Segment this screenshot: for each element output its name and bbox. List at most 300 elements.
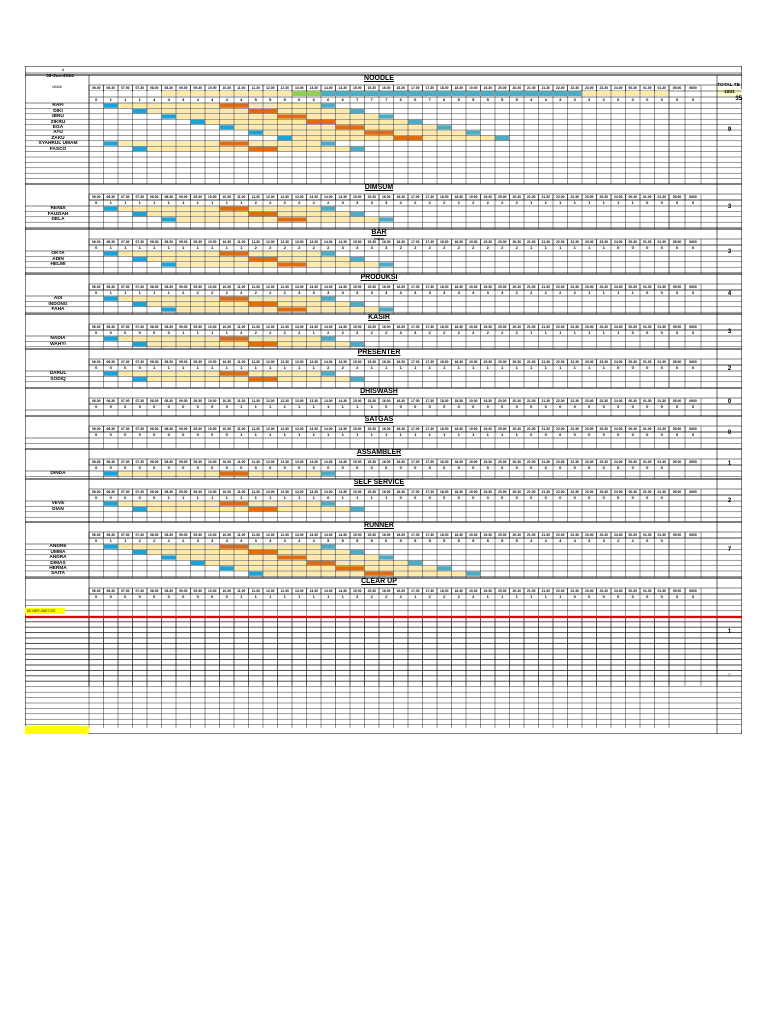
time-header-8: 10.00 [208,239,217,244]
shift-cell [104,141,118,145]
time-header-23: 17.30 [425,398,434,403]
count-11-17: 1 [341,594,344,599]
shift-cell [191,502,205,506]
shift-cell [234,502,248,506]
shift-cell [147,337,161,341]
count-5-8: 1 [211,365,214,370]
count-8-29: 0 [515,465,518,470]
time-header-21: 16.30 [396,489,405,494]
time-header-37: 00.30 [628,588,637,593]
time-header-33: 22.30 [570,532,579,537]
time-header-12: 12.00 [266,194,275,199]
shift-cell [336,262,350,266]
count-4-29: 2 [515,330,518,335]
count-1-11: 2 [254,200,257,205]
count-2-26: 2 [472,245,475,250]
count-6-6: 0 [182,404,185,409]
shift-cell [336,555,350,559]
shift-cell [234,297,248,301]
time-header-17: 14.30 [338,398,347,403]
shift-cell [205,377,219,381]
time-tail-0: 05.00 [672,426,682,431]
count-7-21: 1 [399,432,402,437]
count-2-14: 2 [298,245,301,250]
section-count-7: 0 [727,429,732,436]
staff-name-0-6: ZAKU [51,135,65,141]
shift-cell [133,302,147,306]
count-4-21: 3 [399,330,402,335]
shift-cell [263,555,277,559]
count-1-14: 2 [298,200,301,205]
time-header-20: 16.00 [382,398,391,403]
count-9-25: 0 [457,495,460,500]
time-header-33: 22.30 [570,398,579,403]
count-11-2: 0 [124,594,127,599]
count-8-3: 0 [138,465,141,470]
time-header-10: 11.00 [237,194,246,199]
count-7-28: 1 [501,432,504,437]
count-9-2: 0 [124,495,127,500]
shift-cell [133,141,147,145]
count-3-12: 2 [269,290,272,295]
count-10-0: 0 [95,538,98,543]
time-band-cell [148,91,162,96]
time-header-26: 19.00 [469,194,478,199]
count-4-2: 0 [124,330,127,335]
count-11-29: 1 [515,594,518,599]
count-5-11: 1 [254,365,257,370]
tail-count-7-1: 0 [691,432,695,437]
time-header-23: 17.30 [425,284,434,289]
time-header-17: 14.30 [338,489,347,494]
shift-cell [249,372,263,376]
count-1-24: 2 [443,200,446,205]
tail-count-6-1: 0 [691,404,695,409]
time-header-14: 13.00 [295,194,304,199]
count-10-1: 1 [109,538,112,543]
time-header-37: 00.30 [628,489,637,494]
count-3-23: 3 [428,290,431,295]
section-title-1: DIMSUM [364,184,394,191]
time-header-19: 15.30 [367,194,376,199]
shift-cell [481,136,495,140]
time-header-16: 14.00 [324,588,333,593]
shift-cell [321,550,335,554]
shift-cell [104,337,118,341]
count-3-35: 1 [602,290,605,295]
count-0-27: 5 [486,97,489,102]
time-band-cell [496,91,510,96]
shift-cell [205,109,219,113]
count-5-22: 1 [414,365,417,370]
time-header-26: 19.00 [469,588,478,593]
time-header-21: 16.30 [396,284,405,289]
section-title-6: DHISWASH [360,388,398,395]
time-header-38: 01.00 [643,489,652,494]
time-header-1: 06.30 [106,324,115,329]
time-header-29: 20.30 [512,239,521,244]
time-header-17: 14.30 [338,324,347,329]
time-header-16: 14.00 [324,426,333,431]
time-header-5: 08.30 [164,398,173,403]
total-value: 1831 [724,90,735,95]
shift-cell [205,545,219,549]
time-header-13: 12.30 [280,85,289,90]
count-5-28: 1 [501,365,504,370]
count-9-24: 0 [443,495,446,500]
time-header-23: 17.30 [425,532,434,537]
time-header-27: 19.30 [483,359,492,364]
time-header-6: 09.00 [179,284,188,289]
shift-cell [220,555,234,559]
time-header-24: 18.00 [440,85,449,90]
time-header-39: 01.30 [657,194,666,199]
count-0-30: 4 [530,97,533,102]
staff-name-0-3: ZIKRU [50,119,66,125]
time-header-30: 21.00 [527,85,536,90]
time-header-36: 24.00 [614,532,623,537]
time-header-10: 11.00 [237,459,246,464]
time-header-2: 07.00 [121,239,130,244]
time-header-14: 13.00 [295,489,304,494]
time-header-34: 23.00 [585,359,594,364]
shift-cell [249,104,263,108]
shift-cell [321,502,335,506]
time-header-38: 01.00 [643,85,652,90]
time-header-7: 09.30 [193,532,202,537]
time-header-33: 22.30 [570,588,579,593]
shift-cell [191,252,205,256]
shift-cell [162,104,176,108]
shift-cell [336,212,350,216]
time-header-4: 08.00 [150,532,159,537]
time-header-38: 01.00 [643,324,652,329]
count-10-26: 5 [472,538,475,543]
time-header-8: 10.00 [208,398,217,403]
time-header-15: 13.30 [309,85,318,90]
count-10-37: 2 [631,538,634,543]
shift-cell [321,572,335,576]
shift-cell [437,131,451,135]
time-header-1: 06.30 [106,532,115,537]
shift-cell [307,136,321,140]
time-header-9: 10.30 [222,398,231,403]
time-header-7: 09.30 [193,489,202,494]
time-header-31: 21.30 [541,284,550,289]
time-header-37: 00.30 [628,239,637,244]
staff-name-10-1: UMMA [50,549,66,555]
count-0-31: 4 [544,97,547,102]
shift-cell [176,114,190,118]
count-2-18: 3 [356,245,359,250]
shift-cell [249,212,263,216]
shift-cell [394,131,408,135]
shift-cell [234,307,248,311]
count-11-33: 0 [573,594,576,599]
shift-cell [321,297,335,301]
time-header-22: 17.00 [411,489,420,494]
shift-cell [263,302,277,306]
time-header-0: 06.00 [92,489,101,494]
shift-cell [104,207,118,211]
time-header-32: 22.00 [556,532,565,537]
count-4-12: 2 [269,330,272,335]
shift-cell [147,147,161,151]
time-header-20: 16.00 [382,359,391,364]
time-header-10: 11.00 [237,324,246,329]
count-2-31: 1 [544,245,547,250]
shift-cell [176,104,190,108]
shift-cell [133,545,147,549]
count-3-11: 2 [254,290,257,295]
time-band-cell [438,91,452,96]
shift-cell [220,217,234,221]
shift-cell [191,472,205,476]
time-band-cell [133,91,147,96]
shift-cell [118,502,132,506]
time-header-17: 14.30 [338,588,347,593]
count-3-31: 2 [544,290,547,295]
count-8-12: 0 [269,465,272,470]
shift-cell [321,217,335,221]
count-4-14: 2 [298,330,301,335]
shift-cell [220,147,234,151]
count-0-7: 4 [196,97,199,102]
time-header-37: 00.30 [628,284,637,289]
shift-cell [176,302,190,306]
time-header-20: 16.00 [382,426,391,431]
time-header-19: 15.30 [367,489,376,494]
count-3-5: 1 [167,290,170,295]
time-header-25: 18.30 [454,426,463,431]
time-header-26: 19.00 [469,239,478,244]
time-header-19: 15.30 [367,239,376,244]
time-band-cell [278,91,292,96]
count-4-37: 0 [631,330,634,335]
shift-cell [162,212,176,216]
time-header-26: 19.00 [469,489,478,494]
shift-cell [176,307,190,311]
shift-cell [350,131,364,135]
shift-cell [220,125,234,129]
nama-label: NAMA [52,85,62,89]
shift-cell [365,131,379,135]
count-8-38: 0 [646,465,649,470]
time-header-9: 10.30 [222,284,231,289]
count-2-4: 1 [153,245,156,250]
time-header-4: 08.00 [150,194,159,199]
shift-cell [176,472,190,476]
count-7-32: 0 [559,432,562,437]
time-band-cell [235,91,249,96]
shift-cell [176,545,190,549]
count-7-11: 1 [254,432,257,437]
count-10-38: 0 [646,538,649,543]
count-7-35: 0 [602,432,605,437]
count-9-16: 0 [327,495,330,500]
shift-cell [336,120,350,124]
count-6-7: 0 [196,404,199,409]
time-header-25: 18.30 [454,85,463,90]
shift-cell [162,472,176,476]
count-6-13: 1 [283,404,286,409]
time-header-0: 06.00 [92,324,101,329]
shift-cell [307,207,321,211]
count-5-33: 1 [573,365,576,370]
time-band-cell [336,91,350,96]
shift-cell [133,212,147,216]
shift-cell [205,262,219,266]
shift-cell [292,125,306,129]
shift-cell [321,561,335,565]
count-9-19: 1 [370,495,373,500]
count-7-19: 1 [370,432,373,437]
shift-cell [147,141,161,145]
shift-cell [234,545,248,549]
count-1-39: 0 [660,200,663,205]
shift-cell [147,207,161,211]
count-1-4: 1 [153,200,156,205]
time-header-1: 06.30 [106,85,115,90]
shift-cell [234,507,248,511]
time-header-7: 09.30 [193,398,202,403]
time-header-36: 24.00 [614,398,623,403]
count-4-15: 1 [312,330,315,335]
count-0-26: 5 [472,97,475,102]
count-6-35: 0 [602,404,605,409]
time-header-19: 15.30 [367,359,376,364]
count-5-38: 0 [646,365,649,370]
time-tail-1: 0600 [689,489,697,494]
time-header-8: 10.00 [208,85,217,90]
count-6-8: 0 [211,404,214,409]
count-3-13: 2 [283,290,286,295]
shift-cell [336,307,350,311]
staff-name-3-1: INDONG [48,301,68,307]
count-7-8: 0 [211,432,214,437]
shift-cell [220,377,234,381]
count-2-24: 2 [443,245,446,250]
shift-cell [336,566,350,570]
time-header-10: 11.00 [237,85,246,90]
time-header-20: 16.00 [382,489,391,494]
count-10-22: 5 [414,538,417,543]
time-tail-1: 0600 [689,398,697,403]
shift-cell [249,337,263,341]
tail-count-4-0: 0 [675,330,679,335]
count-2-15: 2 [312,245,315,250]
count-2-28: 2 [501,245,504,250]
staff-name-0-7: SYAHRUL UMAM [38,141,78,147]
shift-cell [263,561,277,565]
time-header-27: 19.30 [483,588,492,593]
section-title-9: SELF SERVICE [353,479,405,486]
time-header-13: 12.30 [280,459,289,464]
shift-cell [263,217,277,221]
shift-cell [365,555,379,559]
time-header-39: 01.30 [657,324,666,329]
shift-cell [133,297,147,301]
shift-cell [220,472,234,476]
count-2-20: 3 [385,245,388,250]
time-header-0: 06.00 [92,459,101,464]
shift-cell [205,212,219,216]
time-header-33: 22.30 [570,426,579,431]
time-header-17: 14.30 [338,426,347,431]
count-11-3: 0 [138,594,141,599]
shift-cell [292,561,306,565]
time-header-8: 10.00 [208,324,217,329]
count-9-21: 0 [399,495,402,500]
count-0-10: 4 [240,97,243,102]
time-header-25: 18.30 [454,239,463,244]
time-header-27: 19.30 [483,426,492,431]
time-header-28: 20.00 [498,532,507,537]
count-0-23: 7 [428,97,431,102]
time-header-6: 09.00 [179,85,188,90]
count-2-33: 1 [573,245,576,250]
staff-name-10-2: ANDRA [49,555,67,561]
shift-cell [234,566,248,570]
time-band-cell [510,91,524,96]
time-header-7: 09.30 [193,588,202,593]
shift-cell [104,372,118,376]
time-header-32: 22.00 [556,194,565,199]
shift-cell [162,147,176,151]
time-header-20: 16.00 [382,85,391,90]
staff-name-4-1: WAHYI [50,341,66,347]
count-2-17: 3 [341,245,344,250]
staff-name-5-0: DARUL [49,371,67,377]
shift-cell [292,555,306,559]
time-header-9: 10.30 [222,85,231,90]
count-8-18: 0 [356,465,359,470]
shift-cell [118,545,132,549]
count-0-39: 0 [660,97,663,102]
shift-cell [191,342,205,346]
count-0-8: 4 [211,97,214,102]
count-5-21: 1 [399,365,402,370]
time-header-29: 20.30 [512,426,521,431]
time-header-35: 23.30 [599,194,608,199]
count-2-2: 1 [124,245,127,250]
time-header-33: 22.30 [570,85,579,90]
time-header-12: 12.00 [266,532,275,537]
shift-cell [321,372,335,376]
count-5-15: 1 [312,365,315,370]
time-header-22: 17.00 [411,588,420,593]
count-11-28: 1 [501,594,504,599]
time-header-23: 17.30 [425,489,434,494]
shift-cell [249,262,263,266]
time-header-27: 19.30 [483,85,492,90]
count-11-13: 1 [283,594,286,599]
shift-cell [350,507,364,511]
count-3-33: 2 [573,290,576,295]
time-header-2: 07.00 [121,85,130,90]
count-8-2: 0 [124,465,127,470]
shift-cell [350,136,364,140]
time-header-14: 13.00 [295,459,304,464]
count-11-6: 0 [182,594,185,599]
time-header-0: 06.00 [92,194,101,199]
time-header-12: 12.00 [266,459,275,464]
shift-cell [162,307,176,311]
time-tail-1: 0600 [689,194,697,199]
time-header-34: 23.00 [585,459,594,464]
shift-cell [307,507,321,511]
shift-cell [249,141,263,145]
